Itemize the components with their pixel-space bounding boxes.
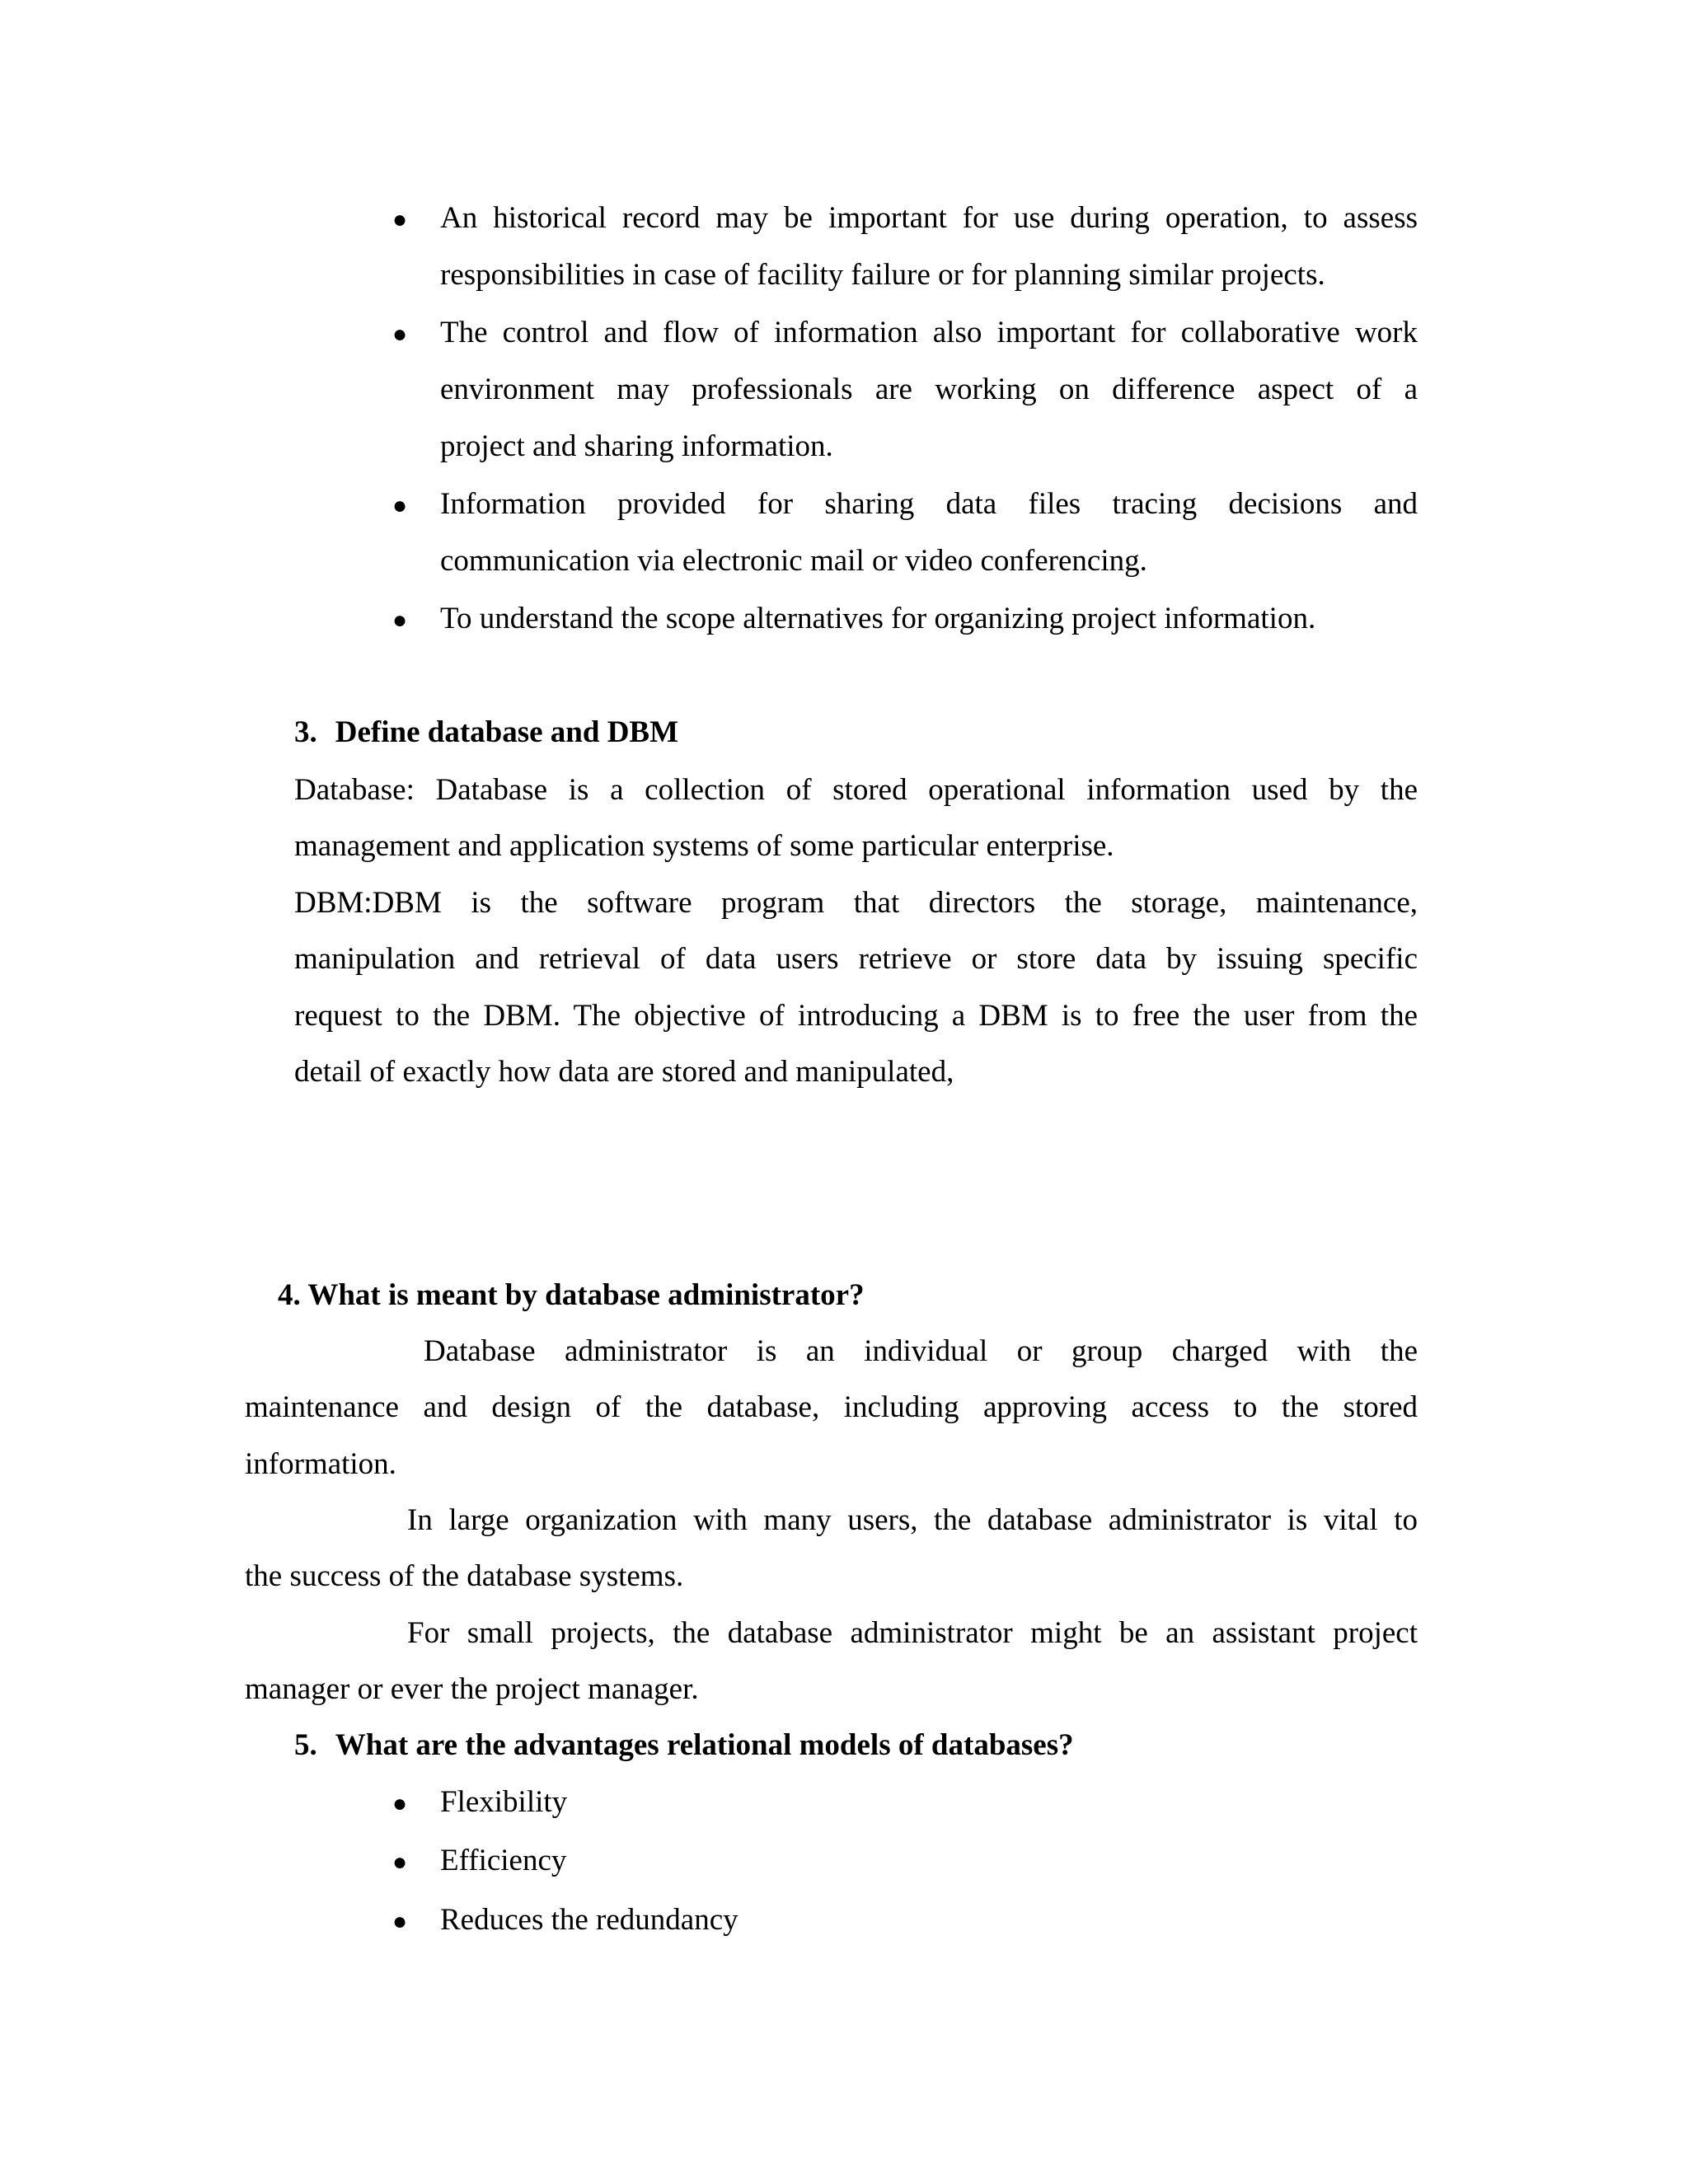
section-5-heading bbox=[294, 1730, 1074, 1760]
dbm-definition-line-2: manipulation and retrieval of data users retrieve or store data by issuing specific bbox=[294, 942, 1418, 976]
advantage-item: Efficiency bbox=[440, 1844, 567, 1877]
bullet-icon: ● bbox=[392, 492, 408, 519]
database-definition-line-2: management and application systems of some particular enterprise. bbox=[294, 829, 1114, 863]
bullet-icon: ● bbox=[392, 1849, 408, 1876]
bullet-item-sharing-data-line-1: Information provided for sharing data files tracing decisions and bbox=[440, 487, 1418, 521]
bullet-item-scope-alternatives: To understand the scope alternatives for organizing project information. bbox=[440, 602, 1316, 635]
dba-para-1-line-1: Database administrator is an individual or group charged with the bbox=[424, 1334, 1418, 1368]
section-3-title: Define database and DBM bbox=[335, 715, 679, 749]
bullet-item-control-flow-line-2: environment may professionals are working on difference aspect of a bbox=[440, 373, 1418, 406]
bullet-item-historical-record-line-1: An historical record may be important for use during operation, to assess bbox=[440, 201, 1418, 235]
section-5-title: What are the advantages relational models of databases? bbox=[335, 1728, 1074, 1762]
bullet-icon: ● bbox=[392, 321, 408, 348]
bullet-item-control-flow-line-1: The control and flow of information also important for collaborative work bbox=[440, 316, 1418, 349]
dba-para-1-line-2: maintenance and design of the database, including approving access to the stored bbox=[245, 1390, 1418, 1424]
advantage-item: Reduces the redundancy bbox=[440, 1903, 738, 1937]
dba-para-2-line-1: In large organization with many users, the database administrator is vital to bbox=[407, 1503, 1418, 1537]
dba-para-3-line-2: manager or ever the project manager. bbox=[245, 1672, 699, 1706]
bullet-icon: ● bbox=[392, 1908, 408, 1935]
section-3-number: 3. bbox=[294, 715, 317, 749]
dba-para-3-line-1: For small projects, the database administrator might be an assistant project bbox=[407, 1616, 1418, 1650]
section-3-heading bbox=[294, 717, 678, 748]
section-4-heading: 4. What is meant by database administrator? bbox=[278, 1278, 865, 1312]
dbm-definition-line-1: DBM:DBM is the software program that directors the storage, maintenance, bbox=[294, 886, 1418, 920]
bullet-icon: ● bbox=[392, 206, 408, 233]
database-definition-line-1: Database: Database is a collection of stored operational information used by the bbox=[294, 773, 1418, 807]
dbm-definition-line-3: request to the DBM. The objective of introducing a DBM is to free the user from the bbox=[294, 999, 1418, 1033]
bullet-item-historical-record-line-2: responsibilities in case of facility failure or for planning similar projects. bbox=[440, 258, 1325, 292]
bullet-icon: ● bbox=[392, 1790, 408, 1817]
dbm-definition-line-4: detail of exactly how data are stored and manipulated, bbox=[294, 1055, 954, 1089]
section-5-number: 5. bbox=[294, 1728, 317, 1762]
bullet-item-sharing-data-line-2: communication via electronic mail or video conferencing. bbox=[440, 544, 1147, 578]
dba-para-1-line-3: information. bbox=[245, 1447, 396, 1481]
bullet-icon: ● bbox=[392, 607, 408, 634]
advantage-item: Flexibility bbox=[440, 1785, 568, 1819]
bullet-item-control-flow-line-3: project and sharing information. bbox=[440, 429, 833, 463]
dba-para-2-line-2: the success of the database systems. bbox=[245, 1559, 684, 1593]
